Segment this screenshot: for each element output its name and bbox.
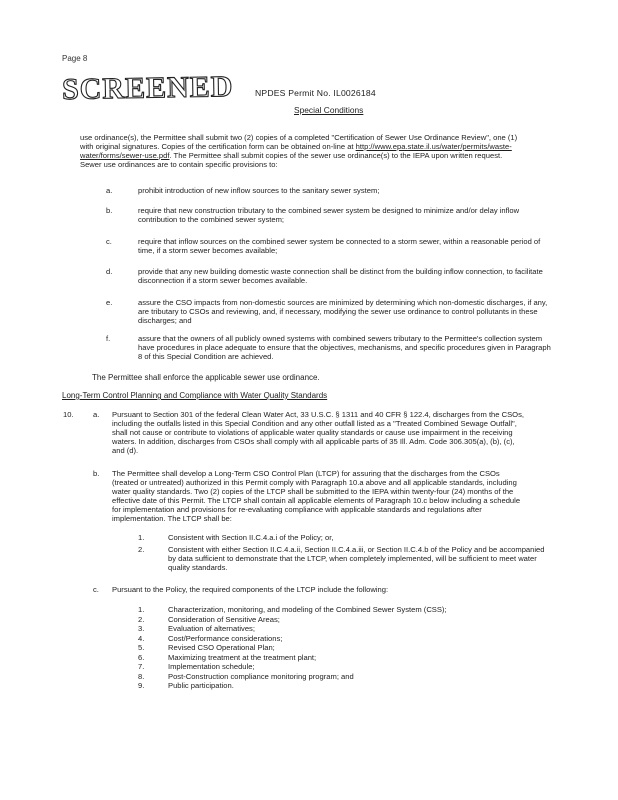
intro-line: Sewer use ordinances are to contain specific provisions to:	[80, 160, 278, 169]
provision-letter: a.	[106, 186, 113, 195]
list-number: 9.	[138, 681, 145, 690]
item-line: effective date of this Permit. The LTCP shall contain all applicable elements of Paragraph 10.c below including a schedule	[112, 496, 521, 505]
provision-text	[138, 186, 598, 195]
provision-text	[138, 267, 598, 285]
subitem-text	[168, 533, 598, 542]
item-line: water quality standards. Two (2) copies of the LTCP shall be submitted to the IEPA within twenty-four (24) months of the	[112, 487, 514, 496]
intro-line: use ordinance(s), the Permittee shall submit two (2) copies of a completed "Certification of Sewer Use Ordinance Review", one (1)	[80, 133, 518, 142]
provision-letter: b.	[106, 206, 113, 215]
item-letter: a.	[93, 410, 100, 419]
list-text: Revised CSO Operational Plan;	[168, 643, 275, 652]
list-item	[138, 634, 578, 644]
list-item	[138, 624, 578, 634]
list-text: Implementation schedule;	[168, 662, 255, 671]
subitem-line: quality standards.	[168, 563, 228, 572]
item-line: Pursuant to the Policy, the required components of the LTCP include the following:	[112, 585, 389, 594]
provision-line: require that inflow sources on the combined sewer system be connected to a storm sewer, within a reasonable period of	[138, 237, 541, 246]
list-item	[138, 643, 578, 653]
item-letter: b.	[93, 469, 100, 478]
page-number: Page 8	[62, 54, 88, 63]
list-number: 6.	[138, 652, 145, 662]
list-text: Characterization, monitoring, and modeling of the Combined Sewer System (CSS);	[168, 605, 447, 614]
provision-letter: d.	[106, 267, 113, 276]
stamp-lettering: SCREENED	[61, 70, 234, 107]
item-line: The Permittee shall develop a Long-Term CSO Control Plan (LTCP) for assuring that the discharges from the CSOs	[112, 469, 500, 478]
item-line: shall not cause or contribute to violations of applicable water quality standards or cause use impairment in the receiving	[112, 428, 513, 437]
list-item	[138, 681, 578, 691]
item-line: and (d).	[112, 446, 139, 455]
enforce-sentence: The Permittee shall enforce the applicable sewer use ordinance.	[92, 373, 320, 382]
subitem-text	[168, 545, 588, 572]
list-text: Post-Construction compliance monitoring program; and	[168, 671, 354, 681]
list-number: 2.	[138, 614, 145, 624]
provision-line: time, if a storm sewer becomes available;	[138, 246, 278, 255]
provision-letter: f.	[106, 334, 111, 343]
provision-text	[138, 206, 598, 224]
intro-text: . The Permittee shall submit copies of the sewer use ordinance(s) to the IEPA upon written request.	[169, 151, 503, 160]
subitem-number: 1.	[138, 533, 145, 542]
list-text: Cost/Performance considerations;	[168, 633, 283, 643]
provision-line: discharges; and	[138, 316, 192, 325]
subitem-line: Consistent with Section II.C.4.a.i of the Policy; or,	[168, 533, 334, 542]
provision-letter: c.	[106, 237, 112, 246]
paragraph-number: 10.	[63, 410, 74, 419]
list-number: 4.	[138, 633, 145, 643]
list-text: Public participation.	[168, 681, 234, 690]
item-line: for implementation and provisions for re-evaluating compliance with applicable standards and regulations after	[112, 505, 482, 514]
list-item	[138, 615, 578, 625]
item-letter: c.	[93, 585, 99, 594]
special-conditions-heading: Special Conditions	[294, 105, 364, 115]
list-text: Maximizing treatment at the treatment plant;	[168, 652, 317, 662]
subitem-line: by data sufficient to demonstrate that the LTCP, when completely implemented, will be sufficient to meet water	[168, 554, 537, 563]
provision-text	[138, 298, 598, 325]
intro-line	[80, 151, 570, 160]
provision-line: require that new construction tributary to the combined sewer system be designed to minimize and/or delay inflow	[138, 206, 520, 215]
item-line: including the outfalls listed in this Special Condition and any other outfall listed as a "Treated Combined Sewage Outfall",	[112, 419, 517, 428]
list-number: 7.	[138, 662, 145, 671]
certification-form-link-cont[interactable]: water/forms/sewer-use.pdf	[80, 151, 170, 160]
list-item	[138, 605, 578, 615]
subitem-line: Consistent with either Section II.C.4.a.ii, Section II.C.4.a.iii, or Section II.C.4.b of the Policy and be accompanied	[168, 545, 545, 554]
provision-line: assure that the owners of all publicly owned systems with combined sewers tributary to the Permittee's collection system	[138, 334, 543, 343]
ltcp-section-title: Long-Term Control Planning and Compliance with Water Quality Standards	[62, 391, 328, 400]
list-text: Consideration of Sensitive Areas;	[168, 614, 280, 624]
provision-line: assure the CSO impacts from non-domestic sources are minimized by determining which non-domestic discharges, if any,	[138, 298, 548, 307]
provision-line: 8 of this Special Condition are achieved.	[138, 352, 274, 361]
intro-paragraph	[80, 133, 570, 169]
subitem-number: 2.	[138, 545, 145, 554]
list-number: 5.	[138, 643, 145, 652]
provision-letter: e.	[106, 298, 113, 307]
provision-text	[138, 334, 598, 361]
item-line: (treated or untreated) authorized in this Permit comply with Paragraph 10.a above and all applicable standards, including	[112, 478, 517, 487]
provision-line: have procedures in place adequate to ensure that the objectives, mechanisms, and specific procedures given in Paragraph	[138, 343, 551, 352]
intro-line	[80, 142, 570, 151]
provision-line: prohibit introduction of new inflow sources to the sanitary sewer system;	[138, 186, 380, 195]
item-text	[112, 410, 586, 455]
list-item	[138, 662, 578, 672]
item-text	[112, 585, 586, 594]
provision-line: contribution to the combined sewer system;	[138, 215, 285, 224]
provision-line: provide that any new building domestic waste connection shall be distinct from the building inflow connection, to facilitate	[138, 267, 543, 276]
item-line: waters. In addition, discharges from CSOs shall comply with all applicable parts of 35 Ill. Adm. Code 306.305(a), (b), (c),	[112, 437, 515, 446]
list-text: Evaluation of alternatives;	[168, 624, 255, 633]
list-item	[138, 653, 578, 663]
provision-line: disconnection if a storm sewer becomes available.	[138, 276, 308, 285]
item-line: Pursuant to Section 301 of the federal Clean Water Act, 33 U.S.C. § 1311 and 40 CFR § 122.4, discharges from the CSOs,	[112, 410, 524, 419]
intro-text: with original signatures. Copies of the certification form can be obtained on-line at	[80, 142, 356, 151]
provision-text	[138, 237, 598, 255]
list-item	[138, 672, 578, 682]
provision-line: are tributary to CSOs and reviewing, and, if necessary, modifying the sewer use ordinance to control pollutants in these	[138, 307, 538, 316]
item-text	[112, 469, 586, 523]
item-line: implementation. The LTCP shall be:	[112, 514, 232, 523]
ltcp-components-list	[138, 605, 578, 691]
list-number: 1.	[138, 605, 145, 614]
list-number: 8.	[138, 671, 145, 681]
list-number: 3.	[138, 624, 145, 633]
permit-number: NPDES Permit No. IL0026184	[255, 88, 376, 98]
certification-form-link[interactable]: http://www.epa.state.il.us/water/permits/waste-	[355, 142, 512, 151]
screened-stamp	[60, 69, 234, 107]
